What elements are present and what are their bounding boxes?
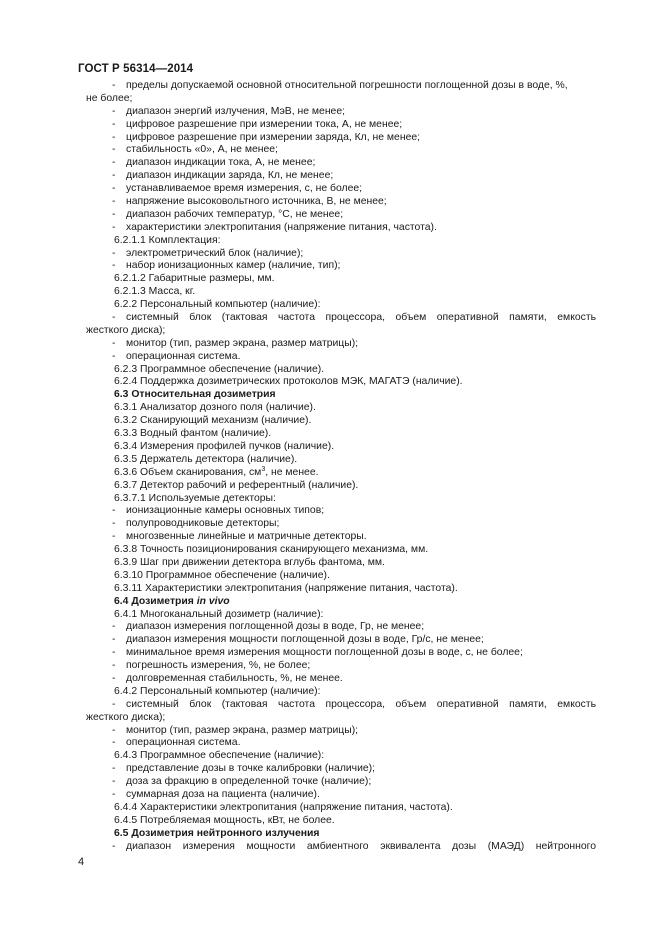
list-item-text: набор ионизационных камер (наличие, тип);	[126, 260, 341, 272]
clause: 6.3.2 Сканирующий механизм (наличие).	[114, 415, 312, 427]
bullet-dash: -	[112, 157, 116, 169]
list-item	[86, 338, 596, 351]
continuation-line: не более;	[86, 92, 133, 104]
list-item	[86, 248, 596, 261]
clause: 6.4.4 Характеристики электропитания (напряжение питания, частота).	[114, 801, 453, 813]
bullet-dash: -	[112, 724, 116, 736]
clause: 6.3.1 Анализатор дозного поля (наличие).	[114, 402, 316, 414]
list-item-text: монитор (тип, размер экрана, размер матрицы);	[126, 724, 359, 736]
list-item-text: характеристики электропитания (напряжение питания, частота).	[126, 221, 437, 233]
list-item-text: погрешность измерения, %, не более;	[126, 660, 311, 672]
list-item	[86, 725, 596, 738]
continuation-line: жесткого диска);	[86, 324, 166, 336]
clause: 6.3.10 Программное обеспечение (наличие).	[114, 569, 330, 581]
clause: 6.3.3 Водный фантом (наличие).	[114, 428, 272, 440]
list-item-text: пределы допускаемой основной относительной погрешности поглощенной дозы в воде, %,	[126, 80, 568, 91]
clause: 6.4.5 Потребляемая мощность, кВт, не более.	[114, 814, 335, 826]
bullet-dash: -	[112, 660, 116, 672]
list-item-text: диапазон индикации тока, А, не менее;	[126, 157, 316, 169]
list-item-text: диапазон измерения мощности поглощенной дозы в воде, Гр/с, не менее;	[126, 634, 484, 646]
bullet-dash: -	[112, 634, 116, 646]
bullet-dash: -	[112, 840, 116, 852]
list-item-text: диапазон рабочих температур, °С, не менее;	[126, 208, 344, 220]
list-item	[86, 518, 596, 531]
list-item-text: системный блок (тактовая частота процессора, объем оперативной памяти, емкость	[126, 312, 596, 324]
list-item	[86, 634, 596, 647]
bullet-dash: -	[112, 763, 116, 775]
list-item	[86, 170, 596, 183]
list-item-text: напряжение высоковольтного источника, В, не менее;	[126, 196, 387, 208]
list-item-text: диапазон энергий излучения, МэВ, не менее;	[126, 105, 345, 117]
clause: 6.3.8 Точность позиционирования сканирующего механизма, мм.	[114, 544, 429, 556]
bullet-dash: -	[112, 531, 116, 543]
list-item	[86, 763, 596, 776]
bullet-dash: -	[112, 105, 116, 117]
list-item	[86, 789, 596, 802]
document-body	[86, 80, 596, 853]
list-item	[86, 647, 596, 660]
bullet-dash: -	[112, 312, 116, 324]
clause: 6.3.6 Объем сканирования, $см^3$, не менее.	[114, 465, 319, 478]
list-item	[86, 106, 596, 119]
bullet-dash: -	[112, 260, 116, 272]
continuation-line: жесткого диска);	[86, 711, 166, 723]
clause: 6.4.2 Персональный компьютер (наличие):	[114, 685, 321, 697]
list-item-text: системный блок (тактовая частота процессора, объем оперативной памяти, емкость	[126, 698, 596, 710]
bullet-dash: -	[112, 647, 116, 659]
list-item	[86, 222, 596, 235]
list-item	[86, 260, 596, 273]
clause: 6.3.7.1 Используемые детекторы:	[114, 492, 276, 504]
list-item-text: диапазон индикации заряда, Кл, не менее;	[126, 170, 334, 182]
list-item	[86, 841, 596, 854]
list-item-text: ионизационные камеры основных типов;	[126, 505, 325, 517]
bullet-dash: -	[112, 337, 116, 349]
list-item	[86, 132, 596, 145]
list-item	[86, 312, 596, 325]
list-item	[86, 183, 596, 196]
list-item-text: суммарная доза на пациента (наличие).	[126, 788, 320, 800]
list-item	[86, 660, 596, 673]
list-item-text: стабильность «0», А, не менее;	[126, 144, 278, 156]
bullet-dash: -	[112, 131, 116, 143]
bullet-dash: -	[112, 208, 116, 220]
clause: 6.4.1 Многоканальный дозиметр (наличие):	[114, 608, 324, 620]
list-item-text: минимальное время измерения мощности поглощенной дозы в воде, с, не более;	[126, 647, 523, 659]
list-item	[86, 737, 596, 750]
list-item-text: многозвенные линейные и матричные детекторы.	[126, 531, 367, 543]
clause: 6.2.1.2 Габаритные размеры, мм.	[114, 273, 275, 285]
list-item	[86, 531, 596, 544]
list-item-text: полупроводниковые детекторы;	[126, 518, 280, 530]
list-item	[86, 209, 596, 222]
list-item	[86, 157, 596, 170]
clause: 6.3.11 Характеристики электропитания (напряжение питания, частота).	[114, 582, 458, 594]
list-item-text: представление дозы в точке калибровки (наличие);	[126, 763, 376, 775]
bullet-dash: -	[112, 221, 116, 233]
clause: 6.3.7 Детектор рабочий и референтный (наличие).	[114, 479, 359, 491]
clause: 6.3.9 Шаг при движении детектора вглубь фантома, мм.	[114, 556, 385, 568]
list-item-text: диапазон измерения мощности амбиентного эквивалента дозы (МАЭД) нейтронного	[126, 840, 596, 852]
clause: 6.4.3 Программное обеспечение (наличие):	[114, 750, 325, 762]
document-header: ГОСТ Р 56314—2014	[78, 63, 194, 75]
clause: 6.3.5 Держатель детектора (наличие).	[114, 453, 298, 465]
list-item-text: диапазон измерения поглощенной дозы в воде, Гр, не менее;	[126, 621, 425, 633]
superscript: 3	[261, 465, 266, 473]
clause: 6.2.3 Программное обеспечение (наличие).	[114, 363, 325, 375]
bullet-dash: -	[112, 350, 116, 362]
clause: 6.2.4 Поддержка дозиметрических протоколов МЭК, МАГАТЭ (наличие).	[114, 376, 463, 388]
list-item	[86, 351, 596, 364]
bullet-dash: -	[112, 196, 116, 208]
clause: 6.2.1.1 Комплектация:	[114, 234, 221, 246]
list-item	[86, 621, 596, 634]
list-item-text: монитор (тип, размер экрана, размер матрицы);	[126, 337, 359, 349]
list-item	[86, 80, 596, 93]
bullet-dash: -	[112, 698, 116, 710]
bullet-dash: -	[112, 518, 116, 530]
bullet-dash: -	[112, 505, 116, 517]
list-item	[86, 144, 596, 157]
list-item	[86, 699, 596, 712]
italic-term: in vivo	[196, 595, 230, 607]
list-item-text: цифровое разрешение при измерении тока, А, не менее;	[126, 118, 403, 130]
bullet-dash: -	[112, 80, 116, 91]
list-item	[86, 196, 596, 209]
bullet-dash: -	[112, 144, 116, 156]
section-heading: 6.3 Относительная дозиметрия	[114, 389, 276, 401]
list-item-text: доза за фракцию в определенной точке (наличие);	[126, 776, 372, 788]
bullet-dash: -	[112, 776, 116, 788]
list-item	[86, 776, 596, 789]
list-item-text: электрометрический блок (наличие);	[126, 247, 304, 259]
list-item	[86, 505, 596, 518]
bullet-dash: -	[112, 183, 116, 195]
list-item-text: долговременная стабильность, %, не менее.	[126, 672, 343, 684]
list-item	[86, 119, 596, 132]
bullet-dash: -	[112, 621, 116, 633]
clause: 6.2.1.3 Масса, кг.	[114, 286, 196, 298]
bullet-dash: -	[112, 170, 116, 182]
bullet-dash: -	[112, 737, 116, 749]
clause: 6.2.2 Персональный компьютер (наличие):	[114, 299, 321, 311]
list-item-text: операционная система.	[126, 350, 241, 362]
section-heading: 6.5 Дозиметрия нейтронного излучения	[114, 827, 320, 839]
bullet-dash: -	[112, 247, 116, 259]
list-item-text: цифровое разрешение при измерении заряда, Кл, не менее;	[126, 131, 421, 143]
list-item	[86, 673, 596, 686]
bullet-dash: -	[112, 672, 116, 684]
bullet-dash: -	[112, 118, 116, 130]
bullet-dash: -	[112, 788, 116, 800]
list-item-text: устанавливаемое время измерения, с, не более;	[126, 183, 363, 195]
clause: 6.3.4 Измерения профилей пучков (наличие).	[114, 440, 335, 452]
list-item-text: операционная система.	[126, 737, 241, 749]
page-number: 4	[78, 856, 85, 868]
section-heading: 6.4 Дозиметрия in vivo	[114, 595, 230, 607]
